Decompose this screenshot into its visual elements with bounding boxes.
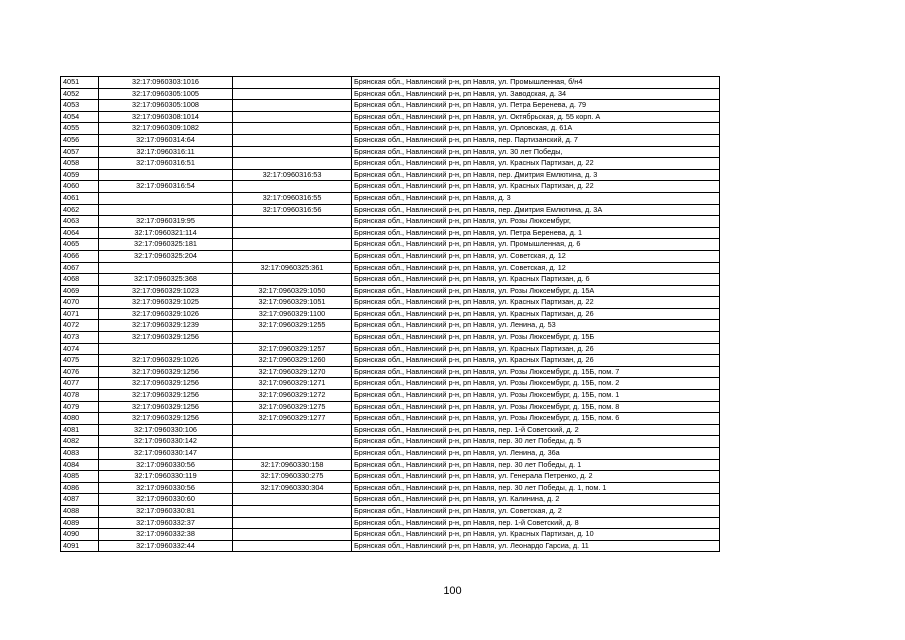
address-cell: Брянская обл., Навлинский р-н, рп Навля, ул. Красных Партизан, д. 22 — [352, 297, 720, 309]
page-number: 100 — [443, 585, 462, 597]
related-cadastral-number-cell — [233, 239, 352, 251]
row-number-cell: 4085 — [61, 471, 99, 483]
table-row — [61, 494, 720, 506]
table-row — [61, 448, 720, 460]
related-cadastral-number-cell: 32:17:0960316:56 — [233, 204, 352, 216]
related-cadastral-number-cell — [233, 100, 352, 112]
cadastral-number-cell: 32:17:0960319:95 — [99, 216, 233, 228]
related-cadastral-number-cell: 32:17:0960329:1100 — [233, 308, 352, 320]
cadastral-number-cell: 32:17:0960329:1256 — [99, 390, 233, 402]
row-number-cell: 4065 — [61, 239, 99, 251]
related-cadastral-number-cell — [233, 540, 352, 552]
row-number-cell: 4064 — [61, 227, 99, 239]
address-cell: Брянская обл., Навлинский р-н, рп Навля, ул. Петра Беренева, д. 79 — [352, 100, 720, 112]
cadastral-number-cell: 32:17:0960305:1008 — [99, 100, 233, 112]
table-row — [61, 77, 720, 89]
row-number-cell: 4088 — [61, 505, 99, 517]
row-number-cell: 4051 — [61, 77, 99, 89]
related-cadastral-number-cell: 32:17:0960329:1270 — [233, 366, 352, 378]
cadastral-number-cell: 32:17:0960330:60 — [99, 494, 233, 506]
table-row — [61, 482, 720, 494]
row-number-cell: 4063 — [61, 216, 99, 228]
table-row — [61, 274, 720, 286]
cadastral-number-cell: 32:17:0960325:181 — [99, 239, 233, 251]
related-cadastral-number-cell — [233, 88, 352, 100]
address-cell: Брянская обл., Навлинский р-н, рп Навля, ул. Розы Люксембург, д. 15Б, пом. 6 — [352, 413, 720, 425]
table-row — [61, 540, 720, 552]
related-cadastral-number-cell: 32:17:0960325:361 — [233, 262, 352, 274]
table-row — [61, 146, 720, 158]
related-cadastral-number-cell: 32:17:0960316:55 — [233, 192, 352, 204]
related-cadastral-number-cell — [233, 529, 352, 541]
address-cell: Брянская обл., Навлинский р-н, рп Навля, ул. Октябрьская, д. 55 корп. А — [352, 111, 720, 123]
address-cell: Брянская обл., Навлинский р-н, рп Навля, ул. Розы Люксембург, д. 15А — [352, 285, 720, 297]
table-row — [61, 471, 720, 483]
cadastral-number-cell: 32:17:0960303:1016 — [99, 77, 233, 89]
address-cell: Брянская обл., Навлинский р-н, рп Навля, ул. Красных Партизан, д. 22 — [352, 158, 720, 170]
related-cadastral-number-cell — [233, 216, 352, 228]
related-cadastral-number-cell — [233, 146, 352, 158]
cadastral-number-cell: 32:17:0960329:1256 — [99, 413, 233, 425]
related-cadastral-number-cell: 32:17:0960329:1050 — [233, 285, 352, 297]
address-cell: Брянская обл., Навлинский р-н, рп Навля, пер. 30 лет Победы, д. 5 — [352, 436, 720, 448]
table-row — [61, 320, 720, 332]
cadastral-number-cell: 32:17:0960308:1014 — [99, 111, 233, 123]
related-cadastral-number-cell: 32:17:0960329:1272 — [233, 390, 352, 402]
row-number-cell: 4082 — [61, 436, 99, 448]
address-cell: Брянская обл., Навлинский р-н, рп Навля, ул. Красных Партизан, д. 26 — [352, 355, 720, 367]
related-cadastral-number-cell — [233, 448, 352, 460]
property-registry-table — [60, 76, 720, 552]
related-cadastral-number-cell — [233, 111, 352, 123]
address-cell: Брянская обл., Навлинский р-н, рп Навля, пер. Дмитрия Емлютина, д. 3А — [352, 204, 720, 216]
table-row — [61, 332, 720, 344]
cadastral-number-cell — [99, 262, 233, 274]
related-cadastral-number-cell — [233, 158, 352, 170]
cadastral-number-cell: 32:17:0960330:147 — [99, 448, 233, 460]
address-cell: Брянская обл., Навлинский р-н, рп Навля, пер. 30 лет Победы, д. 1, пом. 1 — [352, 482, 720, 494]
cadastral-number-cell: 32:17:0960329:1256 — [99, 378, 233, 390]
address-cell: Брянская обл., Навлинский р-н, рп Навля, ул. Советская, д. 2 — [352, 505, 720, 517]
related-cadastral-number-cell: 32:17:0960329:1277 — [233, 413, 352, 425]
row-number-cell: 4089 — [61, 517, 99, 529]
row-number-cell: 4083 — [61, 448, 99, 460]
cadastral-number-cell: 32:17:0960325:204 — [99, 250, 233, 262]
row-number-cell: 4056 — [61, 134, 99, 146]
table-row — [61, 216, 720, 228]
address-cell: Брянская обл., Навлинский р-н, рп Навля, пер. Партизанский, д. 7 — [352, 134, 720, 146]
row-number-cell: 4090 — [61, 529, 99, 541]
address-cell: Брянская обл., Навлинский р-н, рп Навля, ул. Петра Беренева, д. 1 — [352, 227, 720, 239]
table-row — [61, 308, 720, 320]
table-row — [61, 343, 720, 355]
row-number-cell: 4057 — [61, 146, 99, 158]
row-number-cell: 4076 — [61, 366, 99, 378]
row-number-cell: 4067 — [61, 262, 99, 274]
related-cadastral-number-cell: 32:17:0960330:275 — [233, 471, 352, 483]
address-cell: Брянская обл., Навлинский р-н, рп Навля, ул. Красных Партизан, д. 10 — [352, 529, 720, 541]
row-number-cell: 4060 — [61, 181, 99, 193]
cadastral-number-cell: 32:17:0960305:1005 — [99, 88, 233, 100]
cadastral-number-cell: 32:17:0960330:56 — [99, 482, 233, 494]
row-number-cell: 4087 — [61, 494, 99, 506]
related-cadastral-number-cell — [233, 505, 352, 517]
related-cadastral-number-cell: 32:17:0960329:1051 — [233, 297, 352, 309]
row-number-cell: 4071 — [61, 308, 99, 320]
related-cadastral-number-cell: 32:17:0960330:158 — [233, 459, 352, 471]
address-cell: Брянская обл., Навлинский р-н, рп Навля, ул. Красных Партизан, д. 26 — [352, 308, 720, 320]
table-row — [61, 158, 720, 170]
table-row — [61, 505, 720, 517]
table-row — [61, 424, 720, 436]
cadastral-number-cell: 32:17:0960329:1025 — [99, 297, 233, 309]
address-cell: Брянская обл., Навлинский р-н, рп Навля, ул. Розы Люксембург, д. 15Б — [352, 332, 720, 344]
cadastral-number-cell — [99, 204, 233, 216]
table-row — [61, 134, 720, 146]
address-cell: Брянская обл., Навлинский р-н, рп Навля, пер. Дмитрия Емлютина, д. 3 — [352, 169, 720, 181]
table-row — [61, 401, 720, 413]
row-number-cell: 4061 — [61, 192, 99, 204]
related-cadastral-number-cell: 32:17:0960316:53 — [233, 169, 352, 181]
table-row — [61, 192, 720, 204]
related-cadastral-number-cell — [233, 274, 352, 286]
row-number-cell: 4086 — [61, 482, 99, 494]
table-row — [61, 227, 720, 239]
related-cadastral-number-cell — [233, 332, 352, 344]
address-cell: Брянская обл., Навлинский р-н, рп Навля, ул. Генерала Петренко, д. 2 — [352, 471, 720, 483]
table-row — [61, 204, 720, 216]
row-number-cell: 4054 — [61, 111, 99, 123]
row-number-cell: 4081 — [61, 424, 99, 436]
address-cell: Брянская обл., Навлинский р-н, рп Навля, ул. Орловская, д. 61А — [352, 123, 720, 135]
related-cadastral-number-cell: 32:17:0960330:304 — [233, 482, 352, 494]
cadastral-number-cell: 32:17:0960330:56 — [99, 459, 233, 471]
address-cell: Брянская обл., Навлинский р-н, рп Навля, ул. Леонардо Гарсиа, д. 11 — [352, 540, 720, 552]
address-cell: Брянская обл., Навлинский р-н, рп Навля, ул. Розы Люксембург, д. 15Б, пом. 1 — [352, 390, 720, 402]
row-number-cell: 4091 — [61, 540, 99, 552]
table-row — [61, 436, 720, 448]
cadastral-number-cell: 32:17:0960330:106 — [99, 424, 233, 436]
cadastral-number-cell: 32:17:0960309:1082 — [99, 123, 233, 135]
row-number-cell: 4062 — [61, 204, 99, 216]
table-row — [61, 529, 720, 541]
table-row — [61, 355, 720, 367]
row-number-cell: 4075 — [61, 355, 99, 367]
address-cell: Брянская обл., Навлинский р-н, рп Навля, ул. 30 лет Победы, — [352, 146, 720, 158]
address-cell: Брянская обл., Навлинский р-н, рп Навля, пер. 1-й Советский, д. 8 — [352, 517, 720, 529]
row-number-cell: 4053 — [61, 100, 99, 112]
address-cell: Брянская обл., Навлинский р-н, рп Навля, ул. Заводская, д. 34 — [352, 88, 720, 100]
row-number-cell: 4066 — [61, 250, 99, 262]
cadastral-number-cell: 32:17:0960329:1239 — [99, 320, 233, 332]
cadastral-number-cell: 32:17:0960332:44 — [99, 540, 233, 552]
row-number-cell: 4073 — [61, 332, 99, 344]
row-number-cell: 4084 — [61, 459, 99, 471]
address-cell: Брянская обл., Навлинский р-н, рп Навля, ул. Советская, д. 12 — [352, 262, 720, 274]
cadastral-number-cell: 32:17:0960329:1026 — [99, 355, 233, 367]
address-cell: Брянская обл., Навлинский р-н, рп Навля, ул. Ленина, д. 53 — [352, 320, 720, 332]
row-number-cell: 4052 — [61, 88, 99, 100]
table-row — [61, 100, 720, 112]
address-cell: Брянская обл., Навлинский р-н, рп Навля, ул. Розы Люксембург, — [352, 216, 720, 228]
related-cadastral-number-cell — [233, 123, 352, 135]
related-cadastral-number-cell: 32:17:0960329:1275 — [233, 401, 352, 413]
address-cell: Брянская обл., Навлинский р-н, рп Навля, ул. Красных Партизан, д. 26 — [352, 343, 720, 355]
table-row — [61, 262, 720, 274]
related-cadastral-number-cell — [233, 424, 352, 436]
address-cell: Брянская обл., Навлинский р-н, рп Навля, ул. Красных Партизан, д. 6 — [352, 274, 720, 286]
row-number-cell: 4074 — [61, 343, 99, 355]
table-row — [61, 169, 720, 181]
row-number-cell: 4070 — [61, 297, 99, 309]
table-row — [61, 123, 720, 135]
address-cell: Брянская обл., Навлинский р-н, рп Навля, ул. Ленина, д. 36а — [352, 448, 720, 460]
cadastral-number-cell: 32:17:0960329:1023 — [99, 285, 233, 297]
row-number-cell: 4078 — [61, 390, 99, 402]
address-cell: Брянская обл., Навлинский р-н, рп Навля, ул. Розы Люксембург, д. 15Б, пом. 2 — [352, 378, 720, 390]
address-cell: Брянская обл., Навлинский р-н, рп Навля, пер. 30 лет Победы, д. 1 — [352, 459, 720, 471]
row-number-cell: 4068 — [61, 274, 99, 286]
cadastral-number-cell: 32:17:0960332:37 — [99, 517, 233, 529]
related-cadastral-number-cell — [233, 517, 352, 529]
cadastral-number-cell: 32:17:0960314:64 — [99, 134, 233, 146]
table-row — [61, 111, 720, 123]
table-row — [61, 239, 720, 251]
table-row — [61, 181, 720, 193]
row-number-cell: 4079 — [61, 401, 99, 413]
cadastral-number-cell: 32:17:0960329:1256 — [99, 332, 233, 344]
cadastral-number-cell — [99, 192, 233, 204]
cadastral-number-cell: 32:17:0960316:11 — [99, 146, 233, 158]
address-cell: Брянская обл., Навлинский р-н, рп Навля, ул. Советская, д. 12 — [352, 250, 720, 262]
table-row — [61, 413, 720, 425]
address-cell: Брянская обл., Навлинский р-н, рп Навля, пер. 1-й Советский, д. 2 — [352, 424, 720, 436]
related-cadastral-number-cell — [233, 181, 352, 193]
address-cell: Брянская обл., Навлинский р-н, рп Навля, ул. Красных Партизан, д. 22 — [352, 181, 720, 193]
cadastral-number-cell — [99, 343, 233, 355]
table-row — [61, 297, 720, 309]
related-cadastral-number-cell — [233, 436, 352, 448]
cadastral-number-cell: 32:17:0960316:54 — [99, 181, 233, 193]
related-cadastral-number-cell — [233, 134, 352, 146]
cadastral-number-cell: 32:17:0960329:1026 — [99, 308, 233, 320]
table-row — [61, 517, 720, 529]
row-number-cell: 4069 — [61, 285, 99, 297]
address-cell: Брянская обл., Навлинский р-н, рп Навля, ул. Розы Люксембург, д. 15Б, пом. 7 — [352, 366, 720, 378]
table-row — [61, 378, 720, 390]
address-cell: Брянская обл., Навлинский р-н, рп Навля, д. 3 — [352, 192, 720, 204]
cadastral-number-cell — [99, 169, 233, 181]
address-cell: Брянская обл., Навлинский р-н, рп Навля, ул. Калинина, д. 2 — [352, 494, 720, 506]
table-body — [61, 77, 720, 552]
cadastral-number-cell: 32:17:0960329:1256 — [99, 401, 233, 413]
cadastral-number-cell: 32:17:0960330:119 — [99, 471, 233, 483]
address-cell: Брянская обл., Навлинский р-н, рп Навля, ул. Промышленная, д. 6 — [352, 239, 720, 251]
table-row — [61, 366, 720, 378]
table-row — [61, 88, 720, 100]
related-cadastral-number-cell — [233, 494, 352, 506]
related-cadastral-number-cell — [233, 250, 352, 262]
related-cadastral-number-cell — [233, 227, 352, 239]
row-number-cell: 4077 — [61, 378, 99, 390]
table-row — [61, 285, 720, 297]
cadastral-number-cell: 32:17:0960330:142 — [99, 436, 233, 448]
address-cell: Брянская обл., Навлинский р-н, рп Навля, ул. Розы Люксембург, д. 15Б, пом. 8 — [352, 401, 720, 413]
cadastral-number-cell: 32:17:0960330:81 — [99, 505, 233, 517]
related-cadastral-number-cell: 32:17:0960329:1260 — [233, 355, 352, 367]
related-cadastral-number-cell: 32:17:0960329:1255 — [233, 320, 352, 332]
row-number-cell: 4058 — [61, 158, 99, 170]
cadastral-number-cell: 32:17:0960329:1256 — [99, 366, 233, 378]
cadastral-number-cell: 32:17:0960325:368 — [99, 274, 233, 286]
address-cell: Брянская обл., Навлинский р-н, рп Навля, ул. Промышленная, б/н4 — [352, 77, 720, 89]
row-number-cell: 4055 — [61, 123, 99, 135]
row-number-cell: 4080 — [61, 413, 99, 425]
row-number-cell: 4072 — [61, 320, 99, 332]
related-cadastral-number-cell: 32:17:0960329:1257 — [233, 343, 352, 355]
row-number-cell: 4059 — [61, 169, 99, 181]
table-row — [61, 459, 720, 471]
cadastral-number-cell: 32:17:0960321:114 — [99, 227, 233, 239]
cadastral-number-cell: 32:17:0960332:38 — [99, 529, 233, 541]
related-cadastral-number-cell: 32:17:0960329:1271 — [233, 378, 352, 390]
table-row — [61, 250, 720, 262]
table-row — [61, 390, 720, 402]
related-cadastral-number-cell — [233, 77, 352, 89]
cadastral-number-cell: 32:17:0960316:51 — [99, 158, 233, 170]
